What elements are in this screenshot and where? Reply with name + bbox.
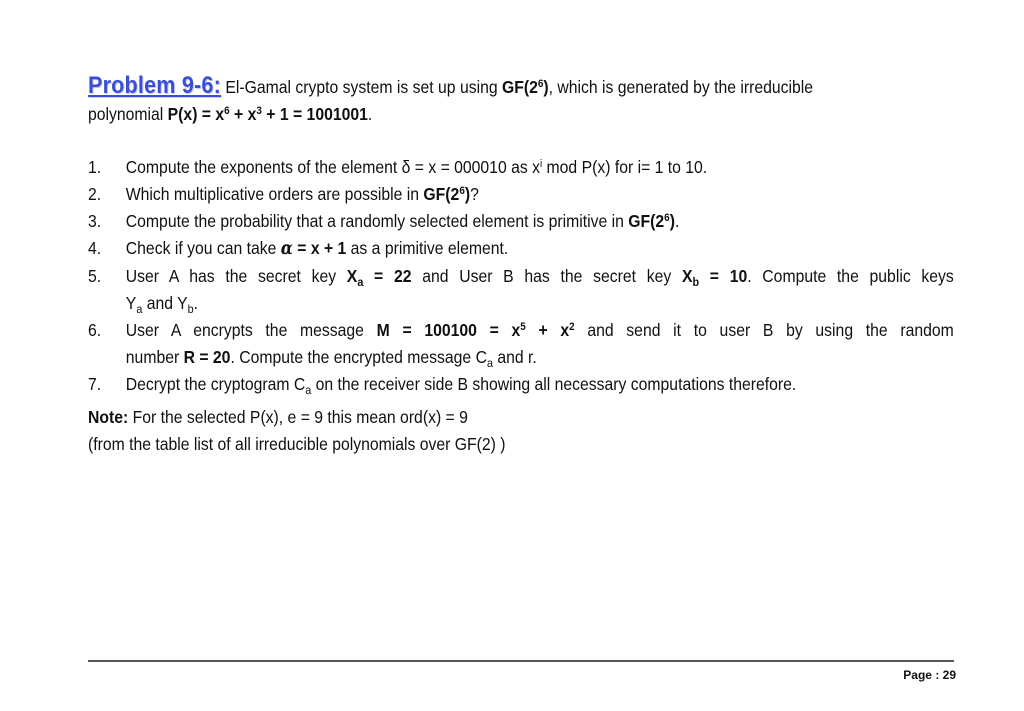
gf-exp: 6: [537, 78, 544, 90]
intro-text-3: polynomial: [88, 104, 168, 124]
item-bold: GF(2: [423, 184, 460, 204]
list-item: [88, 371, 954, 398]
poly-part-a: P(x) = x: [167, 104, 225, 124]
item-text: .: [674, 211, 680, 231]
note-line-2: (from the table list of all irreducible polynomials over GF(2) ): [88, 434, 506, 454]
list-item: [88, 317, 954, 371]
item-bold: M = 100100 = x: [376, 320, 521, 340]
item-bold: + x: [525, 320, 570, 340]
poly-part-b: + x: [229, 104, 257, 124]
item-sup: 2: [569, 321, 575, 333]
poly-part-c: + 1 = 1001001: [261, 104, 368, 124]
item-sub: b: [187, 302, 194, 316]
intro-text-1: El-Gamal crypto system is set up using: [221, 77, 502, 97]
item-number: 4.: [88, 238, 102, 258]
item-text: Decrypt the cryptogram C: [125, 374, 306, 394]
alpha-symbol: α: [280, 239, 293, 259]
item-text: . Compute the public keys: [747, 266, 954, 286]
note-label: Note:: [88, 407, 129, 427]
problem-content: [88, 72, 954, 458]
item-text: Compute the exponents of the element δ = x = 000010 as x: [125, 157, 540, 177]
problem-title: Problem 9-6:: [88, 72, 222, 99]
item-sub: a: [305, 383, 312, 397]
item-sup: 5: [520, 321, 526, 333]
item-text: and Y: [142, 293, 188, 313]
item-text: and User B has the secret key: [411, 266, 682, 286]
item-text: .: [193, 293, 198, 313]
item-number: 7.: [88, 374, 102, 394]
item-bold: = x + 1: [292, 238, 347, 258]
item-text: as a primitive element.: [346, 238, 509, 258]
footer-divider: [88, 660, 954, 662]
item-bold: = 22: [363, 266, 412, 286]
polynomial-line: [88, 101, 954, 128]
item-sub: a: [357, 275, 364, 289]
item-text: Which multiplicative orders are possible in: [125, 184, 424, 204]
intro-text-2: , which is generated by the irreducible: [548, 77, 814, 97]
item-bold: X: [346, 266, 358, 286]
list-item: [88, 181, 954, 208]
item-text: and r.: [492, 347, 537, 367]
gf-base: GF(2: [501, 77, 538, 97]
list-item: [88, 263, 954, 317]
list-item: [88, 154, 954, 181]
item-text: Compute the probability that a randomly selected element is primitive in: [125, 211, 629, 231]
item-text: on the receiver side B showing all necessary computations therefore.: [311, 374, 797, 394]
list-item: [88, 208, 954, 235]
list-item: [88, 235, 954, 263]
item-number: 3.: [88, 211, 102, 231]
item-sup: i: [539, 158, 543, 170]
item-number: 6.: [88, 320, 102, 340]
task-list: [88, 154, 954, 398]
item-sub: b: [692, 275, 700, 289]
item-text: Y: [125, 293, 137, 313]
item-line: [126, 317, 954, 344]
item-bold: = 10: [699, 266, 748, 286]
note-block: [88, 404, 954, 458]
item-bold: GF(2: [628, 211, 665, 231]
item-sub: a: [136, 302, 143, 316]
item-text: Check if you can take: [125, 238, 281, 258]
item-line: [126, 263, 954, 290]
poly-exp-1: 6: [224, 105, 230, 117]
intro-end: .: [367, 104, 373, 124]
item-sup: 6: [459, 185, 465, 197]
item-sup: 6: [664, 212, 670, 224]
poly-exp-2: 3: [256, 105, 262, 117]
item-text: User A encrypts the message: [125, 320, 377, 340]
page-number: Page : 29: [903, 668, 956, 682]
item-number: 1.: [88, 157, 102, 177]
gf-close: ): [543, 77, 549, 97]
item-text: ?: [470, 184, 479, 204]
item-bold: ): [464, 184, 471, 204]
item-sub: a: [486, 356, 493, 370]
item-text: and send it to user B by using the random: [574, 320, 954, 340]
item-text: . Compute the encrypted message C: [230, 347, 487, 367]
note-text: For the selected P(x), e = 9 this mean ord(x) = 9: [128, 407, 468, 427]
item-text: number: [125, 347, 184, 367]
item-bold: R = 20: [183, 347, 231, 367]
item-bold: ): [669, 211, 675, 231]
item-text: mod P(x) for i= 1 to 10.: [542, 157, 708, 177]
item-number: 2.: [88, 184, 102, 204]
note-line: [88, 404, 954, 431]
item-text: User A has the secret key: [125, 266, 347, 286]
item-number: 5.: [88, 266, 102, 286]
problem-intro: [88, 72, 954, 101]
item-bold: X: [681, 266, 693, 286]
